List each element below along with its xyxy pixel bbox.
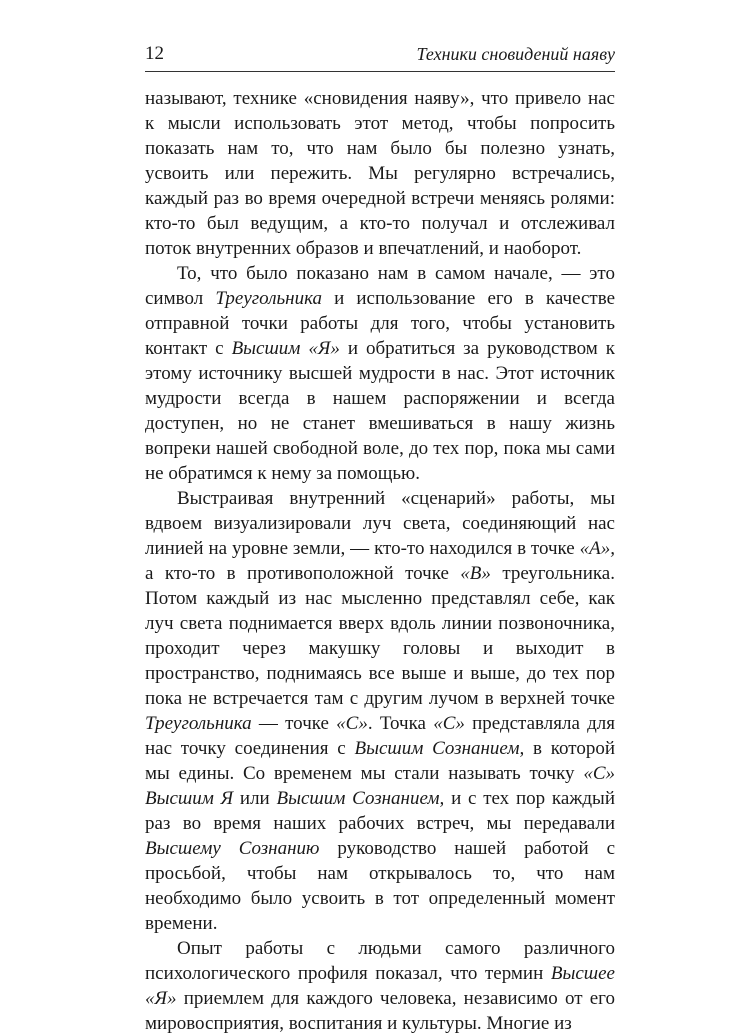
emphasis-term: «С» Высшим Я	[145, 763, 615, 809]
emphasis-term: Треугольника	[145, 713, 252, 734]
text-run: То, что было показано нам в самом начале, — это символ	[145, 263, 615, 309]
text-run: Опыт работы с людьми самого различного психологического профиля показал, что термин	[145, 938, 615, 984]
text-run: треугольника. Потом каждый из нас мысленно представлял себе, как луч света поднимается вверх вдоль линии позвоночника, проходит через макушку головы и выходит в пространство, поднимаясь все выше и выше, до тех пор пока не встречается там с другим лучом в верхней точке	[145, 563, 615, 709]
page-number: 12	[145, 43, 164, 64]
emphasis-term: Треугольника	[215, 288, 322, 309]
paragraph	[145, 486, 615, 936]
emphasis-term: «С»	[433, 713, 465, 734]
running-head	[145, 44, 615, 70]
text-run: представляла для нас точку соединения с	[145, 713, 615, 759]
text-run: приемлем для каждого человека, независимо от его мировосприятия, воспитания и культуры. Многие из	[145, 988, 615, 1034]
header-rule	[145, 71, 615, 72]
text-run: или	[233, 788, 277, 809]
running-title: Техники сновидений наяву	[416, 44, 615, 64]
text-run: и использование его в качестве отправной точки работы для того, чтобы установить контакт с	[145, 288, 615, 359]
text-run: называют, технике «сновидения наяву», что привело нас к мысли использовать этот метод, чтобы попросить показать нам то, что нам было бы полезно узнать, усвоить или пережить. Мы регулярно встречались, каждый раз во время очередной встречи меняясь ролями: кто-то был ведущим, а кто-то получал и отслеживал поток внутренних образов и впечатлений, и наоборот.	[145, 88, 615, 259]
text-run: руководство нашей работой с просьбой, чтобы нам открывалось то, что нам необходимо было усвоить в тот определенный момент времени.	[145, 838, 615, 934]
emphasis-term: Высшее «Я»	[145, 963, 615, 1009]
paragraph	[145, 936, 615, 1036]
body-text	[145, 86, 615, 1036]
text-run: и обратиться за руководством к этому источнику высшей мудрости в нас. Этот источник мудрости всегда в нашем распоряжении и всегда доступен, но не станет вмешиваться в нашу жизнь вопреки нашей свободной воле, до тех пор, пока мы сами не обратимся к нему за помощью.	[145, 338, 615, 484]
text-run: и с тех пор каждый раз во время наших рабочих встреч, мы передавали	[145, 788, 615, 834]
emphasis-term: Высшим Сознанием,	[354, 738, 525, 759]
emphasis-term: Высшим Сознанием,	[276, 788, 445, 809]
emphasis-term: «А»,	[579, 538, 615, 559]
text-run: — точке	[251, 713, 337, 734]
emphasis-term: «В»	[460, 563, 491, 584]
paragraph	[145, 261, 615, 486]
text-run: Выстраивая внутренний «сценарий» работы, мы вдвоем визуализировали луч света, соединяющий нас линией на уровне земли, — кто-то находился в точке	[145, 488, 615, 559]
text-run: в которой мы едины. Со временем мы стали называть точку	[145, 738, 615, 784]
text-run: . Точка	[367, 713, 434, 734]
paragraph	[145, 86, 615, 261]
emphasis-term: Высшему Сознанию	[145, 838, 320, 859]
emphasis-term: «С»	[336, 713, 368, 734]
text-run: а кто-то в противоположной точке	[145, 563, 461, 584]
emphasis-term: Высшим «Я»	[231, 338, 340, 359]
